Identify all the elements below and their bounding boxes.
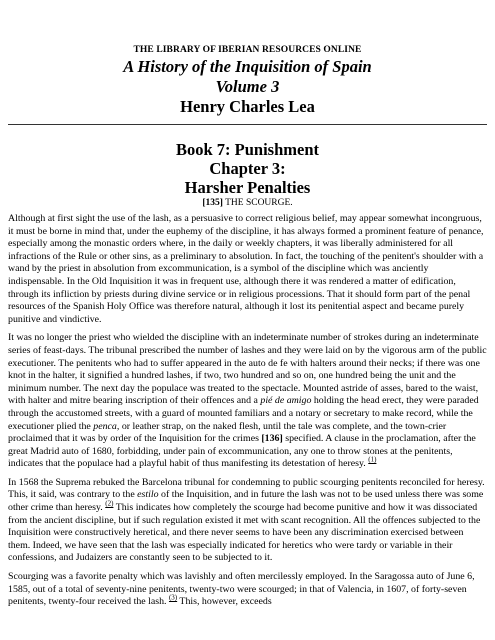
italic-term: penca — [93, 420, 117, 432]
page-marker: [136] — [261, 433, 283, 445]
paragraph-3 — [8, 477, 487, 565]
text-run: Scourging was a favorite penalty which was lavishly and often mercilessly employed. In the Saragossa auto of June 6, 1585, out of a total of seventy-nine penitents, twenty-two were scourged; in that of Valencia, in 1607, of forty-seven penitents, twenty-four received the lash. — [8, 571, 475, 608]
subhead-text: THE SCOURGE. — [222, 198, 293, 208]
author-name: Henry Charles Lea — [180, 97, 315, 116]
italic-term: pié de amigo — [260, 395, 312, 407]
text-run: , or leather strap, on the naked flesh, until the tale was complete, and the town-crier proclaimed that it was by order of the Inquisition for the crimes — [8, 420, 447, 445]
book-title — [8, 57, 487, 96]
text-run: This indicates how completely the scourge had become punitive and how it was dissociated from the ancient discipline, but if such regulation existed it met with scant recognition. All the offences subjected to the Inquisition were constructively heretical, and there never seems to have been any discrimination exercised between them. Indeed, we have seen that the lash was especially indicated for heretics who were tardy or variable in their confessions, and Judaizers are constantly seen to be subjected to it. — [8, 502, 481, 564]
paragraph-2 — [8, 332, 487, 471]
title-line-1: A History of the Inquisition of Spain — [123, 57, 372, 76]
text-run: It was no longer the priest who wielded the discipline with an indeterminate number of strokes during an indeterminate series of feast-days. The tribunal prescribed the number of lashes and they were laid on by the vigorous arm of the public executioner. The penitents who had to suffer appeared in the auto de fe with halters around their necks; if there was one knot in the halter, it signified a hundred lashes, if two, two hundred and so on, one hundred being the unit and the minimum number. The next day the populace was treated to the spectacle. Mounted astride of asses, bared to the waist, with halter and mitre bearing inscription of their offences and a — [8, 332, 487, 407]
footnote-link[interactable]: (1) — [368, 455, 377, 464]
title-line-2: Volume 3 — [215, 76, 280, 96]
chapter-heading: Chapter 3: — [209, 159, 286, 178]
section-heading — [8, 140, 487, 197]
text-run: This, however, exceeds — [177, 596, 272, 608]
paragraph-1: Although at first sight the use of the lash, as a persuasive to correct religious belief, may appear somewhat incongruous, it must be borne in mind that, under the euphemy of the discipline, it has always formed a prominent feature of penance, especially among the monastic orders where, in the daily or weekly chapters, it was liberally administered for all infractions of the Rule or other sins, as a preliminary to absolution. In fact, the touching of the penitent's shoulder with a wand by the priest in absolution from excommunication, is a symbol of the discipline which was anciently indispensable. In the Old Inquisition it was in frequent use, although there it was rendered a matter of edification, through its infliction by priests during divine service or in religious processions. That it should form part of the penal resources of the Spanish Holy Office was therefore natural, although it lost its penitential aspect and became purely punitive and vindictive. — [8, 213, 484, 325]
footnote-link[interactable]: (2) — [105, 499, 114, 508]
page-marker: [135] — [202, 198, 223, 208]
paragraph-4 — [8, 571, 487, 609]
text-run: In 1568 the Suprema rebuked the Barcelona tribunal for condemning to public scourging penitents reconciled for heresy. This, it said, was contrary to the — [8, 476, 485, 501]
library-name: THE LIBRARY OF IBERIAN RESOURCES ONLINE — [133, 45, 362, 55]
book-heading: Book 7: Punishment — [175, 140, 320, 159]
footnote-link[interactable]: (3) — [168, 593, 178, 602]
header-divider — [8, 124, 487, 125]
text-run: holding the head erect, they were paraded through the accustomed streets, with a guard of mounted familiars and a notary or secretary to make record, while the executioner plied the — [8, 395, 479, 432]
italic-term: estilo — [137, 489, 159, 501]
text-run: of the Inquisition, and in future the lash was not to be used unless there was some other crime than heresy. — [8, 489, 484, 514]
subhead — [8, 197, 487, 209]
text-run: specified. A clause in the proclamation, after the great Madrid auto of 1680, forbidding, under pain of excommunication, any one to throw stones at the penitents, indicates that the populace had a playful habit of thus manifesting its detestation of heresy. — [8, 433, 476, 470]
chapter-title: Harsher Penalties — [184, 178, 311, 197]
